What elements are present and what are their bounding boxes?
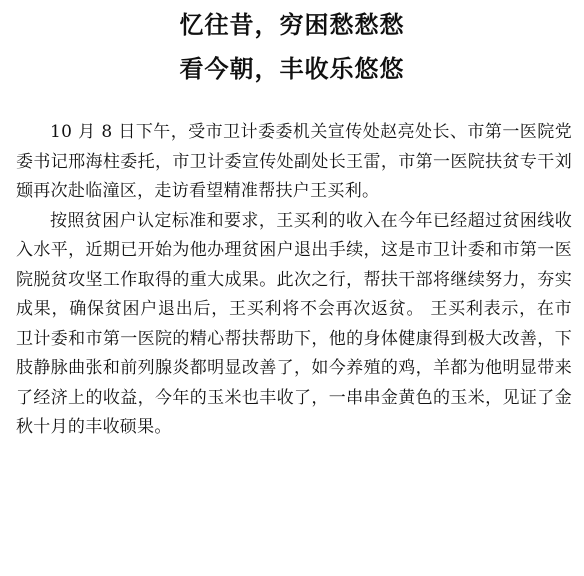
article-body xyxy=(16,118,572,443)
paragraph-1: 10 月 8 日下午，受市卫计委委机关宣传处赵亮处长、市第一医院党委书记邢海柱委托，市卫计委宣传处副处长王雷，市第一医院扶贫专干刘颋再次赴临潼区，走访看望精准帮扶户王买利。 xyxy=(16,122,572,201)
headline-line-1: 忆往昔，穷困愁愁愁 xyxy=(179,11,405,39)
paragraph-2: 按照贫困户认定标准和要求，王买利的收入在今年已经超过贫困线收入水平，近期已开始为他办理贫困户退出手续，这是市卫计委和市第一医院脱贫攻坚工作取得的重大成果。此次之行，帮扶干部将继续努力，夯实成果，确保贫困户退出后，王买利将不会再次返贫。 王买利表示，在市卫计委和市第一医院的精心帮扶帮助下，他的身体健康得到极大改善，下肢静脉曲张和前列腺炎都明显改善了，如今养殖的鸡，羊都为他明显带来了经济上的收益，今年的玉米也丰收了，一串串金黄色的玉米，见证了金秋十月的丰收硕果。 xyxy=(16,210,572,437)
headline-line-2: 看今朝，丰收乐悠悠 xyxy=(179,55,405,83)
